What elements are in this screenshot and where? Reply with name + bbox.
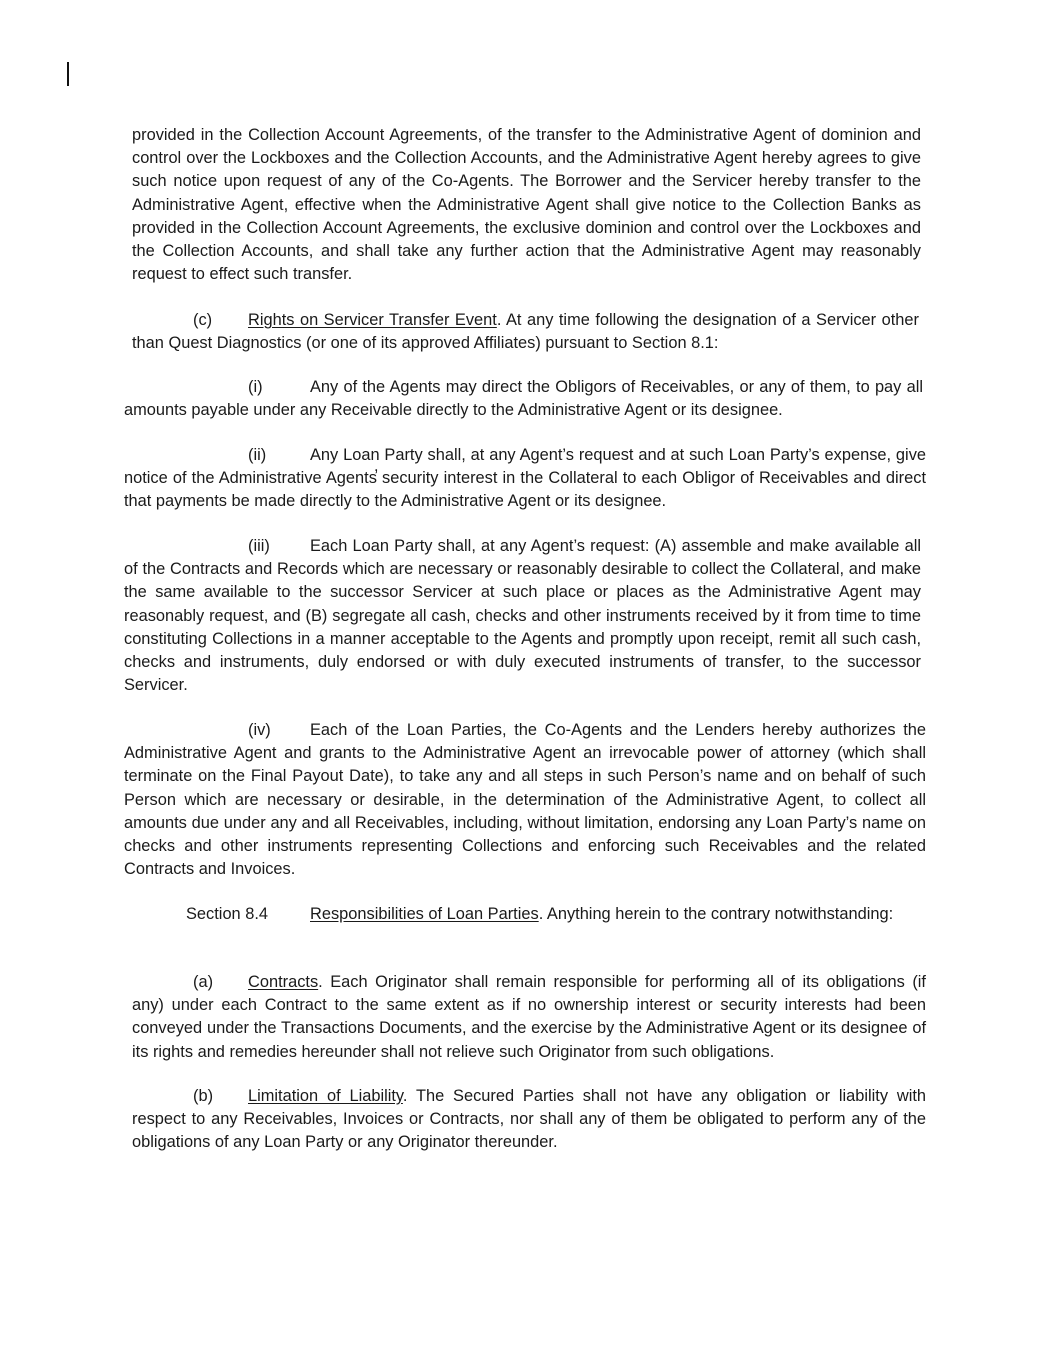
paragraph-c-heading: Rights on Servicer Transfer Event (248, 311, 497, 329)
section-8-4-heading: Responsibilities of Loan Parties (310, 905, 539, 923)
paragraph-c-text: . At any time following the designation of a Servicer other than Quest Diagnostics (or one of its approved Affiliates) pursuant to Section 8.1: (132, 311, 919, 353)
paragraph-iii-text: Each Loan Party shall, at any Agent’s request: (A) assemble and make available all of the Contracts and Records which are necessary or reasonably desirable to collect the Collateral, and make the same available to the successor Servicer at such place or places as the Administrative Agent may reasonably request, and (B) segregate all cash, checks and other instruments received by it from time to time constituting Collections in a manner acceptable to the Agents and promptly upon receipt, remit all such cash, checks and instruments, duly endorsed or with duly executed instruments of transfer, to the successor Servicer. (124, 537, 921, 695)
paragraph-b-text: . The Secured Parties shall not have any obligation or liability with respect to any Receivables, Invoices or Contracts, nor shall any of them be obligated to perform any of the obligations of any Loan Party or any Originator thereunder. (132, 1087, 927, 1152)
paragraph-i-text: Any of the Agents may direct the Obligors of Receivables, or any of them, to pay all amounts payable under any Receivable directly to the Administrative Agent or its designee. (124, 378, 923, 420)
paragraph-a-heading: Contracts (248, 973, 319, 991)
section-8-4-text: . Anything herein to the contrary notwithstanding: (538, 905, 894, 923)
paragraph-a (132, 971, 926, 1064)
paragraph-a-label: (a) (193, 973, 214, 991)
paragraph-iv (124, 719, 926, 881)
paragraph-i-label: (i) (248, 378, 263, 396)
paragraph-ii (124, 444, 926, 514)
paragraph-iv-text: Each of the Loan Parties, the Co-Agents and the Lenders hereby authorizes the Administrative Agent and grants to the Administrative Agent an irrevocable power of attorney (which shall terminate on the Final Payout Date), to take any and all steps in such Person’s name and on behalf of such Person which are necessary or desirable, in the determination of the Administrative Agent, to collect all amounts due under any and all Receivables, including, without limitation, endorsing any Loan Party’s name on checks and other instruments representing Collections and enforcing such Receivables and the related Contracts and Invoices. (124, 721, 926, 879)
paragraph-iii (124, 535, 921, 697)
section-8-4-label: Section 8.4 (186, 905, 269, 923)
paragraph-b-label: (b) (193, 1087, 214, 1105)
paragraph-intro (132, 124, 921, 286)
paragraph-intro-text: provided in the Collection Account Agreements, of the transfer to the Administrative Agent of dominion and control over the Lockboxes and the Collection Accounts, and the Administrative Agent hereby agrees to give such notice upon request of any of the Co-Agents. The Borrower and the Servicer hereby transfer to the Administrative Agent, effective when the Administrative Agent shall give notice to the Collection Banks as provided in the Collection Account Agreements, the exclusive dominion and control over the Lockboxes and the Collection Accounts, and shall take any further action that the Administrative Agent may reasonably request to effect such transfer. (132, 126, 921, 284)
paragraph-c (132, 309, 919, 355)
paragraph-ii-label: (ii) (248, 446, 267, 464)
text-cursor (67, 62, 69, 86)
paragraph-b-heading: Limitation of Liability (248, 1087, 403, 1105)
paragraph-ii-text: Any Loan Party shall, at any Agent’s request and at such Loan Party’s expense, give notice of the Administrative Agents̕ security interest in the Collateral to each Obligor of Receivables and direct that payments be made directly to the Administrative Agent or its designee. (124, 446, 926, 511)
paragraph-c-label: (c) (193, 311, 213, 329)
paragraph-iii-label: (iii) (248, 537, 270, 555)
paragraph-iv-label: (iv) (248, 721, 271, 739)
paragraph-section-8-4 (124, 903, 914, 926)
paragraph-a-text: . Each Originator shall remain responsible for performing all of its obligations (if any) under each Contract to the same extent as if no ownership interest or security interests had been conveyed under the Transactions Documents, and the exercise by the Administrative Agent or its designee of its rights and remedies hereunder shall not relieve such Originator from such obligations. (132, 973, 926, 1061)
paragraph-i (124, 376, 923, 422)
paragraph-b (132, 1085, 926, 1155)
